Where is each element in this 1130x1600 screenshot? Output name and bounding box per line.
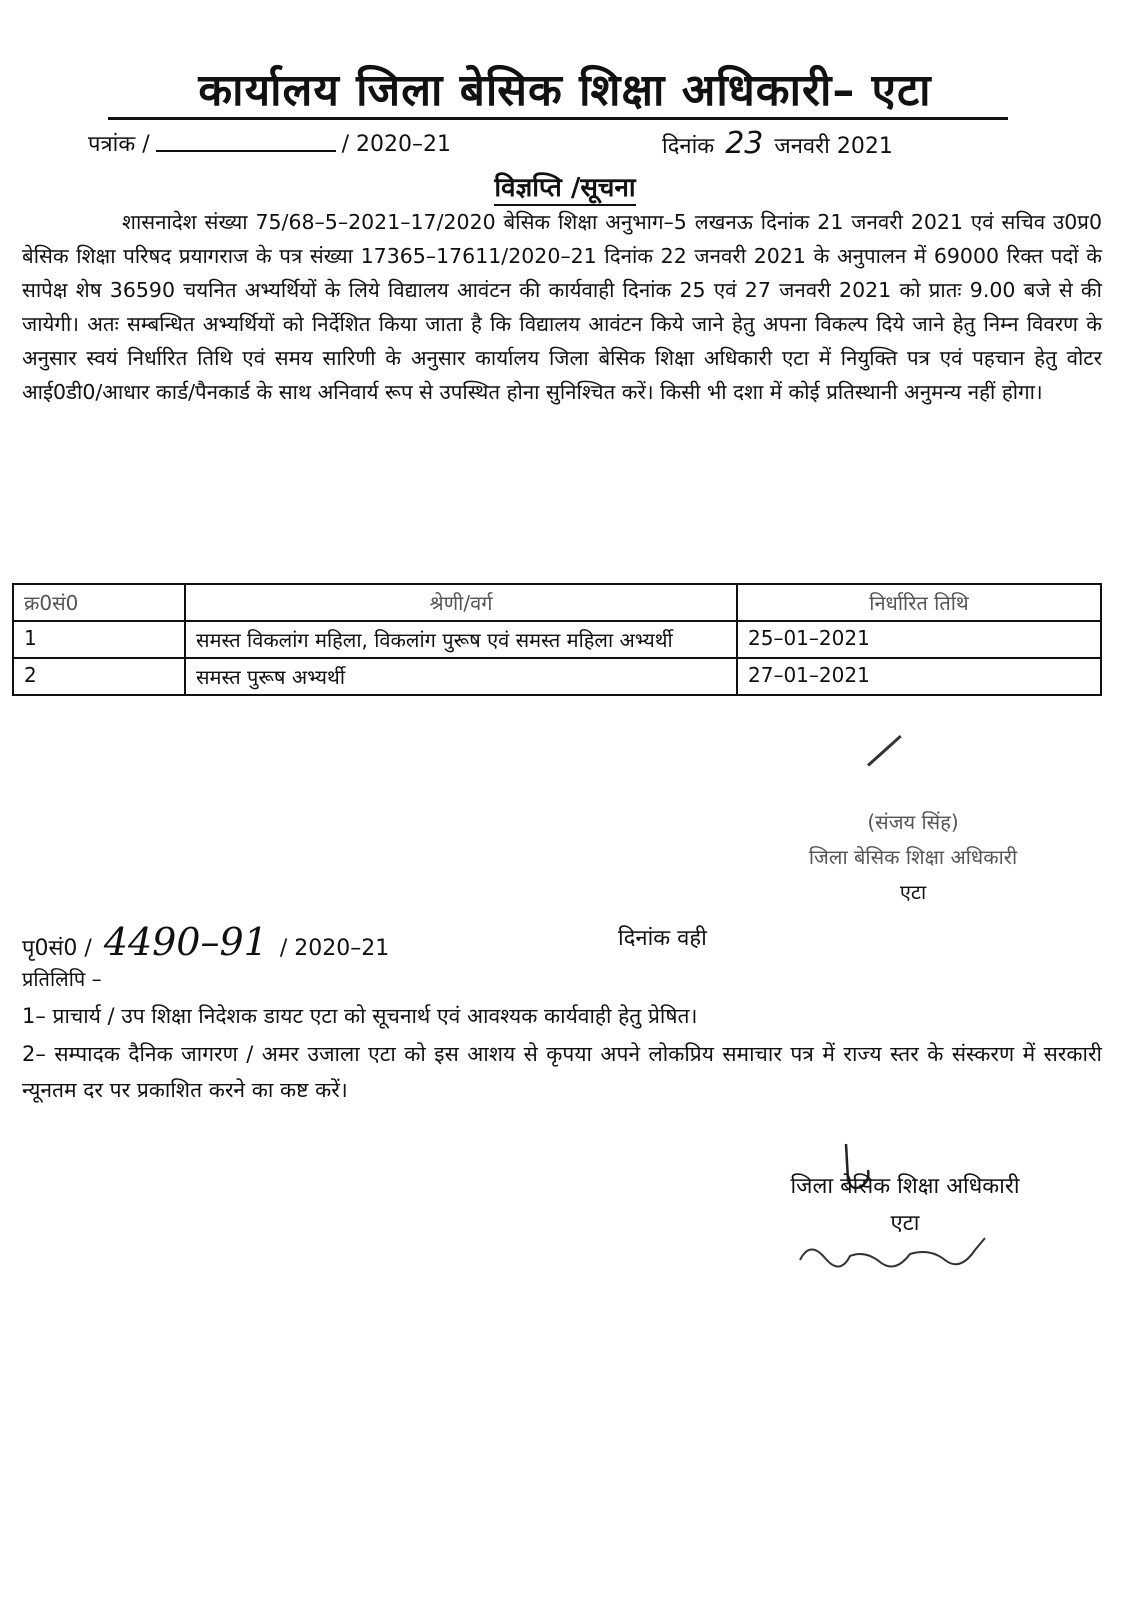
endorsement-prefix: पृ0सं0 / [22, 936, 92, 961]
date-day: 23 [725, 126, 764, 161]
date-month-year: जनवरी 2021 [774, 134, 893, 159]
cell-serial: 1 [13, 621, 185, 658]
signatory-designation: जिला बेसिक शिक्षा अधिकारी [808, 845, 1018, 869]
cell-date: 27–01–2021 [737, 658, 1101, 695]
endorsement-number: 4490–91 [103, 920, 268, 964]
ref-blank-line [156, 138, 336, 152]
header-date: निर्धारित तिथि [737, 584, 1101, 621]
signatory-name: (संजय सिंह) [867, 810, 959, 834]
cell-category: समस्त विकलांग महिला, विकलांग पुरूष एवं समस्त महिला अभ्यर्थी [185, 621, 737, 658]
handwritten-signature [790, 1220, 1000, 1280]
title-underline [108, 117, 1008, 120]
signatory-place: एटा [899, 880, 927, 904]
table-row [13, 621, 1101, 658]
cell-category: समस्त पुरूष अभ्यर्थी [185, 658, 737, 695]
signatory-2-designation: जिला बेसिक शिक्षा अधिकारी [790, 1174, 1020, 1199]
header-category: श्रेणी/वर्ग [185, 584, 737, 621]
header-serial: क्र0सं0 [13, 584, 185, 621]
cell-date: 25–01–2021 [737, 621, 1101, 658]
table-row [13, 658, 1101, 695]
office-title: कार्यालय जिला बेसिक शिक्षा अधिकारी– एटा [198, 65, 932, 116]
notice-title-text: विज्ञप्ति /सूचना [494, 173, 635, 206]
table-header-row [13, 584, 1101, 621]
ref-suffix: / 2020–21 [341, 132, 452, 157]
cell-serial: 2 [13, 658, 185, 695]
copy-item-1: 1– प्राचार्य / उप शिक्षा निदेशक डायट एटा को सूचनार्थ एवं आवश्यक कार्यवाही हेतु प्रेषित। [22, 1004, 698, 1028]
endorsement-suffix: / 2020–21 [279, 936, 390, 961]
schedule-table [12, 583, 1102, 696]
letter-reference [88, 128, 451, 158]
letter-date [662, 126, 893, 161]
ref-prefix: पत्रांक / [88, 132, 150, 157]
endorsement-date: दिनांक वही [618, 926, 707, 951]
notice-body: शासनादेश संख्या 75/68–5–2021–17/2020 बेसिक शिक्षा अनुभाग–5 लखनऊ दिनांक 21 जनवरी 2021 एवं सचिव उ0प्र0 बेसिक शिक्षा परिषद प्रयागराज के पत्र संख्या 17365–17611/2020–21 दिनांक 22 जनवरी 2021 के अनुपालन में 69000 रिक्त पदों के सापेक्ष शेष 36590 चयनित अभ्यर्थियों के लिये विद्यालय आवंटन की कार्यवाही दिनांक 25 एवं 27 जनवरी 2021 को प्रातः 9.00 बजे से की जायेगी। अतः सम्बन्धित अभ्यर्थियों को निर्देशित किया जाता है कि विद्यालय आवंटन किये जाने हेतु अपना विकल्प दिये जाने हेतु निम्न विवरण के अनुसार स्वयं निर्धारित तिथि एवं समय सारिणी के अनुसार कार्यालय जिला बेसिक शिक्षा अधिकारी एटा में नियुक्ति पत्र एवं पहचान हेतु वोटर आई0डी0/आधार कार्ड/पैनकार्ड के साथ अनिवार्य रूप से उपस्थित होना सुनिश्चित करें। किसी भी दशा में कोई प्रतिस्थानी अनुमन्य नहीं होगा। [22, 210, 1102, 404]
endorsement-reference [22, 920, 389, 964]
signature-stroke [867, 735, 902, 767]
date-label: दिनांक [662, 134, 715, 159]
copy-item-2: 2– सम्पादक दैनिक जागरण / अमर उजाला एटा को इस आशय से कृपया अपने लोकप्रिय समाचार पत्र में राज्य स्तर के संस्करण में सरकारी न्यूनतम दर पर प्रकाशित करने का कष्ट करें। [22, 1042, 1102, 1102]
copy-label: प्रतिलिपि – [22, 967, 102, 991]
notice-title [0, 168, 1130, 204]
signatory-2-place: एटा [890, 1211, 920, 1236]
